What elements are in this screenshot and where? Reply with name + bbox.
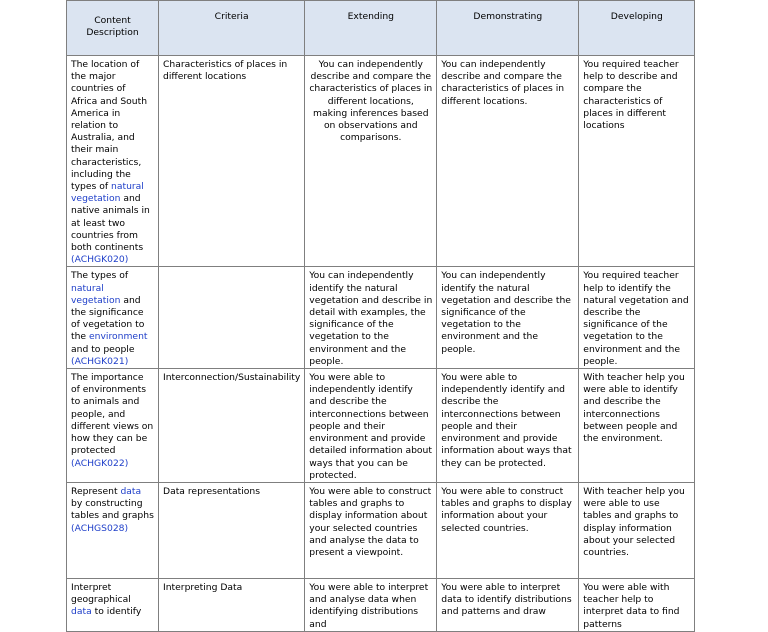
curriculum-code-link[interactable]: (ACHGK020): [71, 254, 129, 266]
criteria-cell: Characteristics of places in different locations: [159, 56, 305, 267]
extending-cell: You were able to construct tables and graphs to display information about your selected countries and analyse the data to present a viewpoint.: [305, 482, 437, 578]
demonstrating-cell: You can independently identify the natural vegetation and describe the significance of the vegetation to the environment and the people.: [437, 267, 579, 369]
curriculum-code-link[interactable]: (ACHGK021): [71, 355, 129, 367]
demonstrating-cell: You can independently describe and compare the characteristics of places in different locations.: [437, 56, 579, 267]
description-text: The types of: [71, 270, 129, 282]
table-row: [67, 482, 695, 578]
demonstrating-cell: You were able to independently identify and describe the interconnections between people and their environment and provide information about ways that they can be protected.: [437, 369, 579, 483]
curriculum-code-link[interactable]: (ACHGK022): [71, 457, 129, 469]
curriculum-code-link[interactable]: (ACHGS028): [71, 522, 129, 534]
demonstrating-cell: You were able to construct tables and graphs to display information about your selected countries.: [437, 482, 579, 578]
description-text: by constructing tables and graphs: [71, 498, 154, 522]
description-text: to identify: [91, 606, 142, 618]
description-text: Interpret geographical: [71, 581, 131, 606]
header-demonstrating: Demonstrating: [437, 1, 579, 56]
glossary-link[interactable]: natural vegetation: [71, 282, 121, 306]
content-description-cell: [67, 578, 159, 631]
table-row: [67, 267, 695, 369]
content-description-cell: [67, 369, 159, 483]
content-description-cell: [67, 482, 159, 578]
header-extending: Extending: [305, 1, 437, 56]
extending-cell: You can independently identify the natural vegetation and describe in detail with examples, the significance of the vegetation to the environment and the people.: [305, 267, 437, 369]
developing-cell: With teacher help you were able to identify and describe the interconnections between people and the environment.: [579, 369, 695, 483]
glossary-link[interactable]: environment: [89, 331, 148, 343]
glossary-link[interactable]: data: [120, 485, 142, 497]
table-row: [67, 369, 695, 483]
description-text: and the significance of vegetation to the: [71, 294, 145, 343]
criteria-cell: Data representations: [159, 482, 305, 578]
description-text: The location of the major countries of Africa and South America in relation to Australia, and their main characteristics, including the types of: [71, 59, 148, 193]
criteria-cell: [159, 267, 305, 369]
criteria-cell: Interpreting Data: [159, 578, 305, 631]
header-developing: Developing: [579, 1, 695, 56]
developing-cell: You required teacher help to describe and compare the characteristics of places in different locations: [579, 56, 695, 267]
glossary-link[interactable]: data: [71, 606, 92, 618]
description-text: and native animals in at least two countries from both continents: [71, 193, 150, 254]
table-row: [67, 578, 695, 631]
assessment-rubric-table: [66, 0, 695, 632]
developing-cell: You were able with teacher help to interpret data to find patterns: [579, 578, 695, 631]
description-text: and to people: [71, 343, 135, 355]
description-text: Represent: [71, 485, 121, 497]
content-description-cell: [67, 267, 159, 369]
header-row: [67, 1, 695, 56]
content-description-cell: [67, 56, 159, 267]
header-criteria: Criteria: [159, 1, 305, 56]
demonstrating-cell: You were able to interpret data to identify distributions and patterns and draw: [437, 578, 579, 631]
extending-cell: You were able to interpret and analyse data when identifying distributions and: [305, 578, 437, 631]
extending-cell: You were able to independently identify and describe the interconnections between people and their environment and provide detailed information about ways that you can be protected.: [305, 369, 437, 483]
developing-cell: With teacher help you were able to use tables and graphs to display information about your selected countries.: [579, 482, 695, 578]
criteria-cell: Interconnection/Sustainability: [159, 369, 305, 483]
developing-cell: You required teacher help to identify the natural vegetation and describe the significance of the vegetation to the environment and the people.: [579, 267, 695, 369]
table-row: [67, 56, 695, 267]
header-content-description: Content Description: [67, 1, 159, 56]
description-text: The importance of environments to animals and people, and different views on how they can be protected: [71, 372, 154, 457]
glossary-link[interactable]: natural vegetation: [71, 181, 144, 205]
extending-cell: You can independently describe and compare the characteristics of places in different locations, making inferences based on observations and comparisons.: [305, 56, 437, 267]
